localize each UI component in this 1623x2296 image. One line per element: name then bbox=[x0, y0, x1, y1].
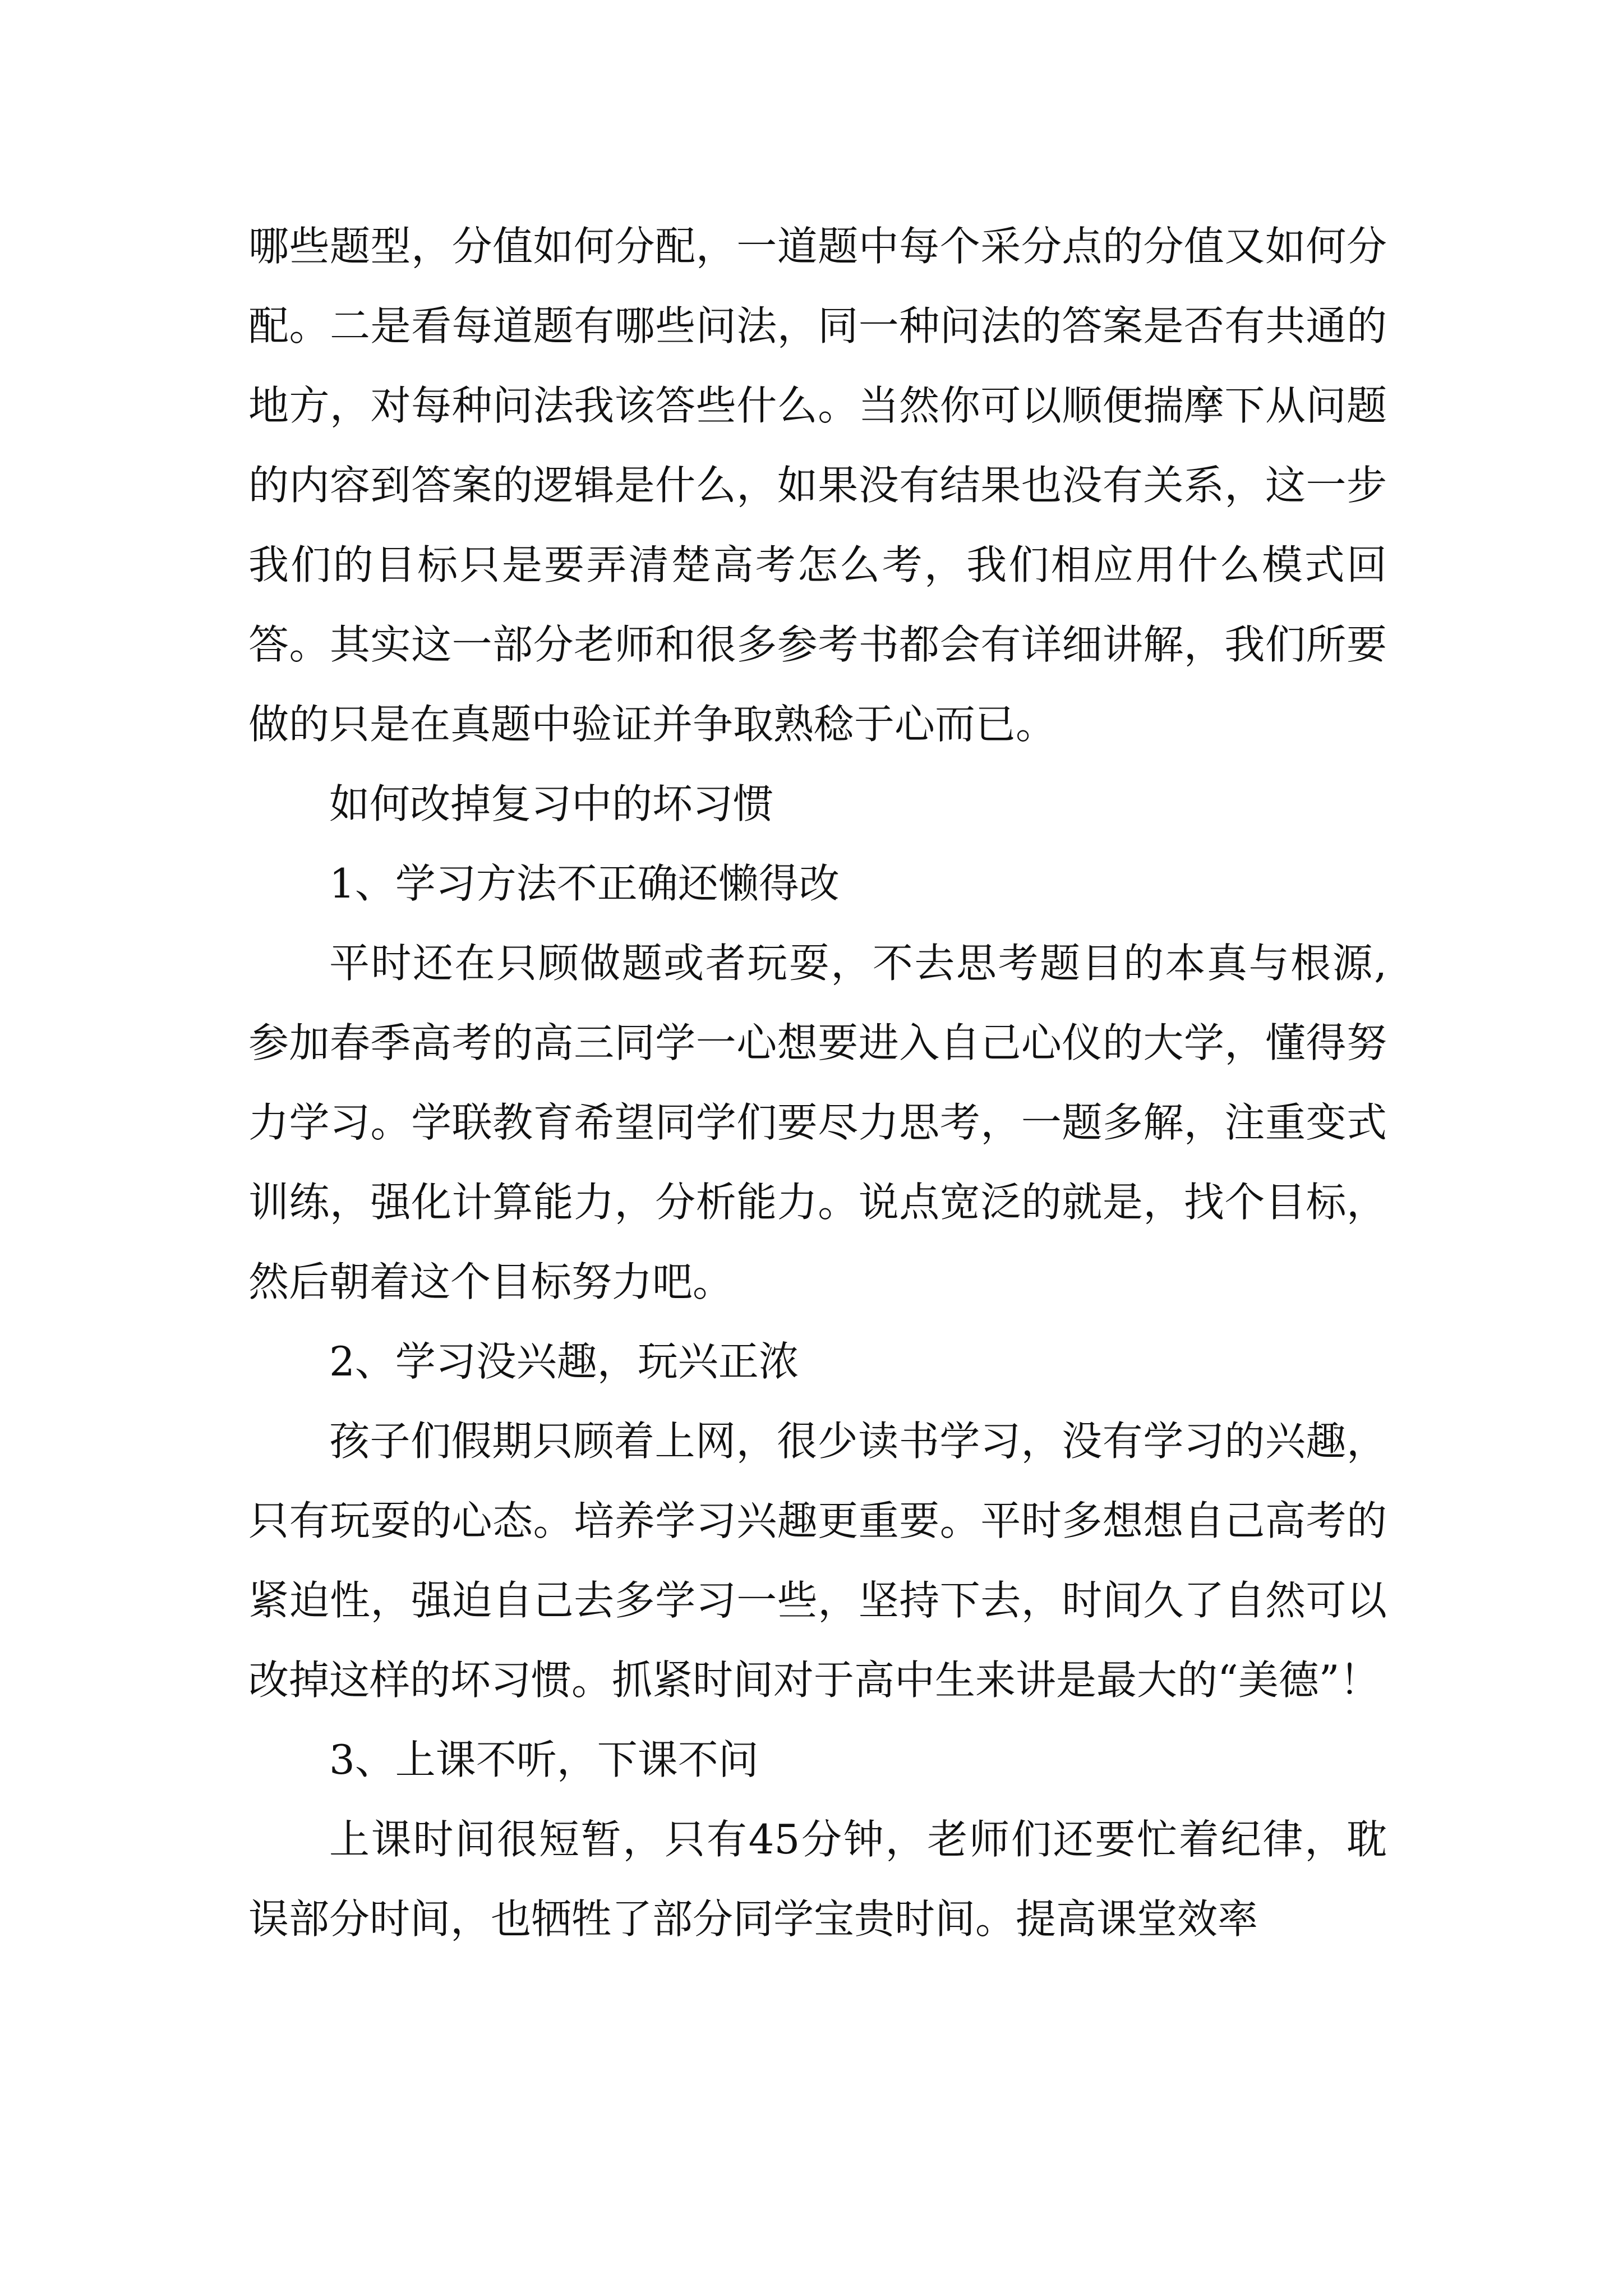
paragraph-interest: 孩子们假期只顾着上网，很少读书学习，没有学习的兴趣，只有玩耍的心态。培养学习兴趣更重要。平时多想想自己高考的紧迫性，强迫自己去多学习一些，坚持下去，时间久了自然可以改掉这样的坏习惯。抓紧时间对于高中生来讲是最大的“美德”！ bbox=[248, 1418, 1387, 1704]
paragraph-continued-exam-analysis: 哪些题型，分值如何分配，一道题中每个采分点的分值又如何分配。二是看每道题有哪些问法，同一种问法的答案是否有共通的地方，对每种问法我该答些什么。当然你可以顺便揣摩下从问题的内容到答案的逻辑是什么，如果没有结果也没有关系，这一步我们的目标只是要弄清楚高考怎么考，我们相应用什么模式回答。其实这一部分老师和很多参考书都会有详细讲解，我们所要做的只是在真题中验证并争取熟稔于心而已。 bbox=[248, 223, 1387, 748]
section-heading-bad-habits: 如何改掉复习中的坏习惯 bbox=[329, 780, 774, 827]
subheading-1: 1、学习方法不正确还懒得改 bbox=[329, 860, 840, 907]
paragraph-class-time: 上课时间很短暂，只有45分钟，老师们还要忙着纪律，耽误部分时间，也牺牲了部分同学宝贵时间。提高课堂效率 bbox=[248, 1816, 1387, 1943]
paragraph-study-method: 平时还在只顾做题或者玩耍，不去思考题目的本真与根源,参加春季高考的高三同学一心想要进入自己心仪的大学，懂得努力学习。学联教育希望同学们要尽力思考，一题多解，注重变式训练，强化计算能力，分析能力。说点宽泛的就是，找个目标，然后朝着这个目标努力吧。 bbox=[248, 940, 1387, 1305]
subheading-2: 2、学习没兴趣，玩兴正浓 bbox=[329, 1338, 799, 1385]
subheading-3: 3、上课不听，下课不问 bbox=[329, 1736, 759, 1783]
document-body bbox=[248, 206, 1387, 1959]
